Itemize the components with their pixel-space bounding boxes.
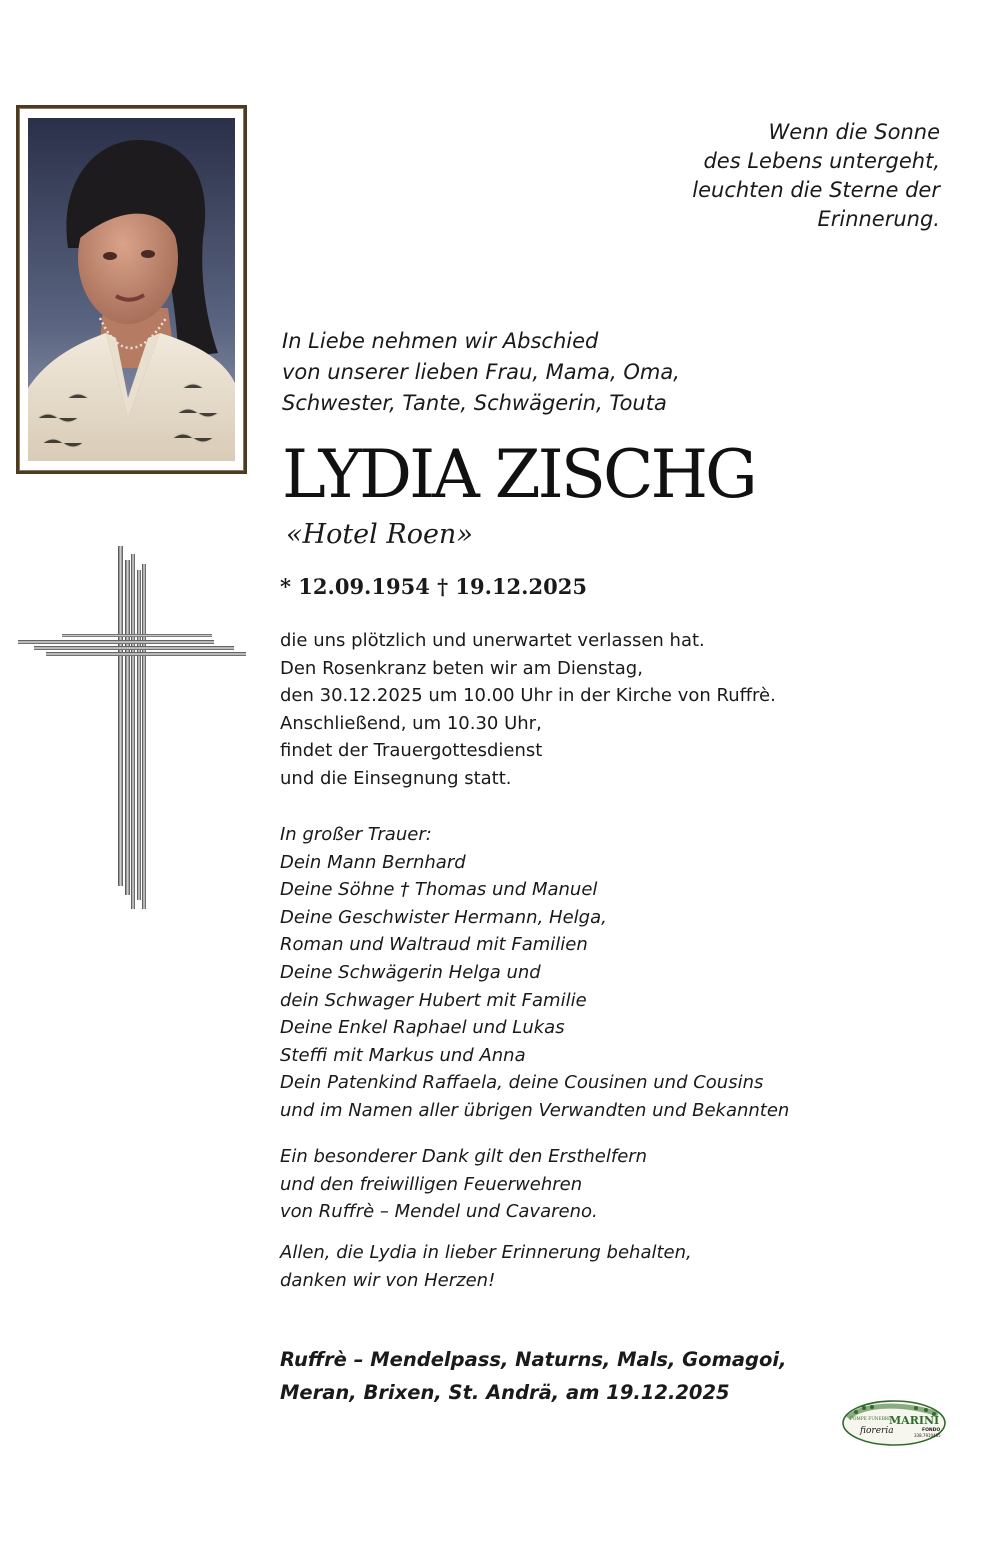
thanks-line: und den freiwilligen Feuerwehren bbox=[280, 1173, 583, 1195]
closing-line: Allen, die Lydia in lieber Erinnerung behalten, bbox=[280, 1242, 692, 1263]
mourners-line: und im Namen aller übrigen Verwandten und Bekannten bbox=[280, 1099, 790, 1121]
deceased-name: LYDIA ZISCHG bbox=[282, 436, 755, 513]
portrait-photo bbox=[28, 118, 235, 461]
logo-town: FONDO bbox=[922, 1428, 941, 1433]
nickname: «Hotel Roen» bbox=[286, 519, 473, 550]
logo-top-left: POMPE FUNEBRI bbox=[850, 1417, 890, 1422]
quote-line: des Lebens untergeht, bbox=[703, 149, 940, 173]
mourners-line: Roman und Waltraud mit Familien bbox=[280, 934, 588, 956]
announcement-line: findet der Trauergottesdienst bbox=[280, 740, 543, 762]
quote-line: leuchten die Sterne der bbox=[692, 178, 940, 202]
quote-line: Wenn die Sonne bbox=[768, 120, 940, 144]
intro-text bbox=[282, 326, 882, 419]
announcement-text bbox=[280, 627, 920, 793]
logo-brand: MARINI bbox=[889, 1414, 940, 1427]
logo-script: fioreria bbox=[860, 1426, 894, 1436]
closing-line: danken wir von Herzen! bbox=[280, 1269, 496, 1291]
mourners-line: Steffi mit Markus und Anna bbox=[280, 1044, 526, 1066]
intro-line: Schwester, Tante, Schwägerin, Touta bbox=[282, 391, 667, 415]
closing-text bbox=[280, 1239, 920, 1294]
mourners-line: Dein Patenkind Raffaela, deine Cousinen und Cousins bbox=[280, 1072, 764, 1094]
intro-line: In Liebe nehmen wir Abschied bbox=[282, 329, 599, 353]
place-date bbox=[280, 1343, 920, 1409]
mourners-line: dein Schwager Hubert mit Familie bbox=[280, 989, 587, 1011]
intro-line: von unserer lieben Frau, Mama, Oma, bbox=[282, 360, 680, 384]
portrait-frame bbox=[16, 105, 247, 474]
funeral-home-logo bbox=[842, 1400, 946, 1446]
mourners-line: Deine Schwägerin Helga und bbox=[280, 961, 541, 983]
logo-phone: 338.7910485 bbox=[914, 1433, 941, 1438]
announcement-line: die uns plötzlich und unerwartet verlassen hat. bbox=[280, 630, 705, 651]
announcement-line: und die Einsegnung statt. bbox=[280, 767, 512, 789]
mourners-line: Dein Mann Bernhard bbox=[280, 851, 466, 873]
mourners-line: Deine Enkel Raphael und Lukas bbox=[280, 1017, 565, 1039]
life-dates: * 12.09.1954 † 19.12.2025 bbox=[280, 574, 587, 599]
thanks-line: Ein besonderer Dank gilt den Ersthelfern bbox=[280, 1146, 648, 1167]
thanks-line: von Ruffrè – Mendel und Cavareno. bbox=[280, 1201, 598, 1223]
announcement-line: Den Rosenkranz beten wir am Dienstag, bbox=[280, 657, 643, 679]
cross-icon bbox=[14, 540, 250, 918]
thanks-text bbox=[280, 1143, 920, 1226]
place-date-line: Meran, Brixen, St. Andrä, am 19.12.2025 bbox=[280, 1381, 730, 1404]
mourners-line: Deine Söhne † Thomas und Manuel bbox=[280, 879, 598, 901]
portrait-illustration bbox=[28, 118, 235, 461]
announcement-line: den 30.12.2025 um 10.00 Uhr in der Kirche von Ruffrè. bbox=[280, 685, 776, 707]
place-date-line: Ruffrè – Mendelpass, Naturns, Mals, Gomagoi, bbox=[280, 1348, 787, 1371]
quote bbox=[580, 118, 940, 234]
mourners-line: In großer Trauer: bbox=[280, 824, 432, 845]
mourners-list bbox=[280, 821, 920, 1125]
announcement-line: Anschließend, um 10.30 Uhr, bbox=[280, 712, 542, 734]
mourners-line: Deine Geschwister Hermann, Helga, bbox=[280, 906, 607, 928]
quote-line: Erinnerung. bbox=[817, 207, 940, 231]
